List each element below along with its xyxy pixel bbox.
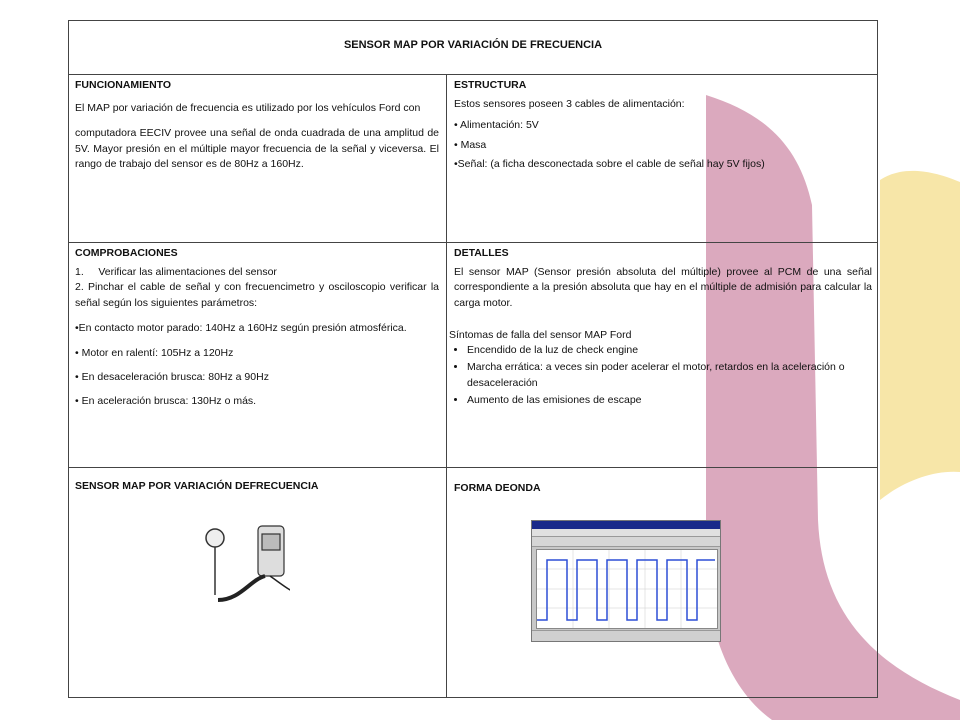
list-item: • Encendido de la luz de check engine xyxy=(467,343,859,358)
estructura-heading: ESTRUCTURA xyxy=(454,79,527,91)
list-item: • En aceleración brusca: 130Hz o más. xyxy=(75,394,439,409)
scope-statusbar xyxy=(532,630,720,641)
scope-menubar xyxy=(532,529,720,537)
column-divider xyxy=(446,74,447,697)
comprobaciones-step-2: 2. Pinchar el cable de señal y con frecuencimetro y osciloscopio verificar la señal según los siguientes parámetros: xyxy=(75,281,439,309)
estructura-intro: Estos sensores poseen 3 cables de alimentación: xyxy=(454,98,685,111)
sintomas-list xyxy=(449,343,859,408)
funcionamiento-cell xyxy=(75,78,439,172)
sensor-diagram-cell xyxy=(75,479,439,498)
row-divider xyxy=(69,242,877,243)
row-divider xyxy=(69,74,877,75)
square-wave-plot xyxy=(536,549,718,629)
funcionamiento-text-2: computadora EECIV provee una señal de onda cuadrada de una amplitud de 5V. Mayor presión en el múltiple mayor frecuencia de la señal y viceversa. El rango de trabajo del sensor es de 80Hz a 160Hz. xyxy=(75,127,439,170)
comprobaciones-heading: COMPROBACIONES xyxy=(75,247,178,259)
funcionamiento-text-1: El MAP por variación de frecuencia es utilizado por los vehículos Ford con xyxy=(75,102,421,115)
list-item: • Motor en ralentí: 105Hz a 120Hz xyxy=(75,346,439,361)
detalles-text: El sensor MAP (Sensor presión absoluta del múltiple) provee al PCM de una señal correspondiente a la presión absoluta que hay en el múltiple de admisión para calcular la carga motor. xyxy=(454,266,872,309)
list-item: • En desaceleración brusca: 80Hz a 90Hz xyxy=(75,370,439,385)
sintomas-heading: Síntomas de falla del sensor MAP Ford xyxy=(449,329,632,341)
detalles-heading: DETALLES xyxy=(454,247,509,259)
vacuum-gauge-icon xyxy=(206,529,224,595)
estructura-cell xyxy=(454,78,869,172)
estructura-list xyxy=(454,118,869,152)
comprobaciones-first: •En contacto motor parado: 140Hz a 160Hz según presión atmosférica. xyxy=(75,321,407,334)
yellow-arc-shape xyxy=(880,171,960,500)
map-sensor-icon xyxy=(258,526,284,576)
scope-toolbar xyxy=(532,537,720,547)
row-divider xyxy=(69,467,877,468)
list-item: • Masa xyxy=(454,138,869,153)
sensor-test-diagram xyxy=(90,500,290,630)
funcionamiento-heading: FUNCIONAMIENTO xyxy=(75,79,172,91)
sensor-diagram-heading: SENSOR MAP POR VARIACIÓN DEFRECUENCIA xyxy=(75,480,319,492)
detalles-cell xyxy=(454,246,872,311)
comprobaciones-list xyxy=(75,346,439,410)
list-item: • Alimentación: 5V xyxy=(454,118,869,133)
oscilloscope-screenshot xyxy=(531,520,721,642)
hose-shape xyxy=(218,576,265,600)
scope-titlebar xyxy=(532,521,720,529)
comprobaciones-cell xyxy=(75,246,439,419)
sintomas-block xyxy=(449,328,859,410)
list-item: • Aumento de las emisiones de escape xyxy=(467,393,859,408)
list-item: • Marcha errática: a veces sin poder acelerar el motor, retardos en la aceleración o desaceleración xyxy=(467,360,859,390)
page-title: SENSOR MAP POR VARIACIÓN DE FRECUENCIA xyxy=(343,39,603,51)
comprobaciones-step-1: 1. Verificar las alimentaciones del sensor xyxy=(75,266,277,279)
waveform-heading: FORMA DEONDA xyxy=(454,482,541,494)
estructura-senal: •Señal: (a ficha desconectada sobre el cable de señal hay 5V fijos) xyxy=(454,157,765,170)
wire-shape xyxy=(270,576,290,596)
waveform-cell xyxy=(454,481,754,500)
